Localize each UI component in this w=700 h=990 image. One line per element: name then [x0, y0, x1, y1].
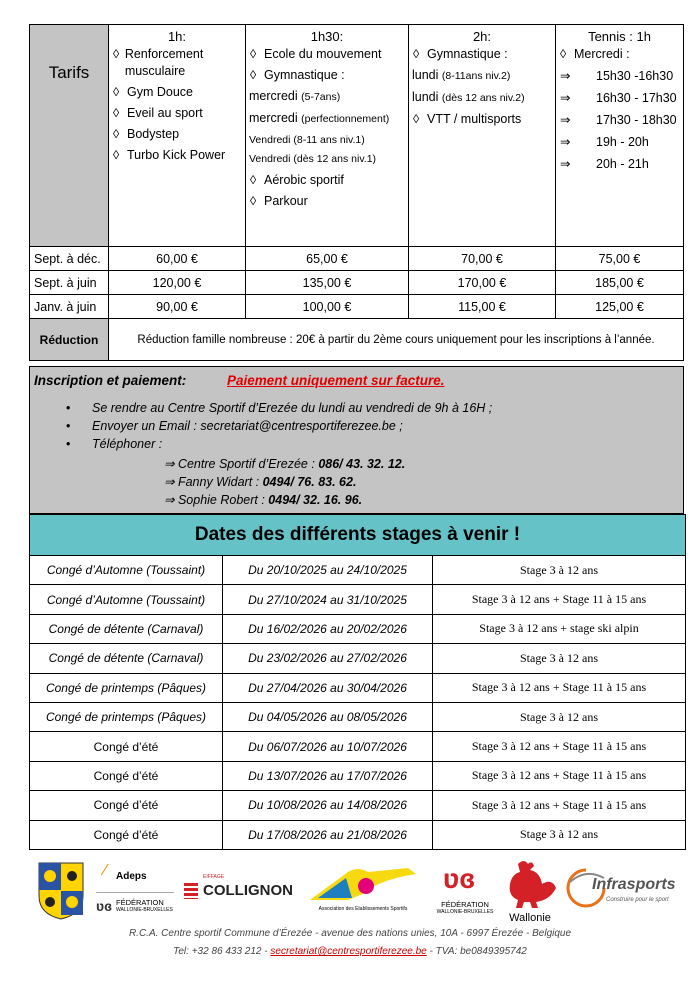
- stage-description: Stage 3 à 12 ans: [433, 820, 686, 849]
- price-label: Sept. à déc.: [30, 247, 109, 271]
- col-tennis: Tennis : 1h ◊ Mercredi : ⇒ 15h30 -16h30 ⇒ 16h30 - 17h30 ⇒ 17h30 - 18h30 ⇒ 19h - 20h ⇒ 20h - 21h: [556, 25, 684, 247]
- footer-contact: [0, 946, 700, 957]
- mer2-sub: (perfectionnement): [301, 113, 390, 125]
- footer-tva: - TVA: be0849395742: [426, 946, 527, 957]
- stage-row: [30, 644, 686, 673]
- price-label: Janv. à juin: [30, 295, 109, 319]
- footer-tel: Tel: +32 86 433 212 -: [173, 946, 271, 957]
- stage-dates: Du 27/04/2026 au 30/04/2026: [223, 673, 433, 702]
- adeps-fed-text: FÉDÉRATION: [116, 898, 164, 907]
- stage-dates: Du 20/10/2025 au 24/10/2025: [223, 556, 433, 585]
- aes-text: Association des Etablissements Sportifs: [318, 906, 408, 912]
- stage-dates: Du 17/08/2026 au 21/08/2026: [223, 820, 433, 849]
- slot-5: 20h - 21h: [596, 157, 649, 171]
- phone-name: Sophie Robert :: [177, 493, 269, 507]
- mer1: mercredi: [249, 89, 298, 103]
- payment-note: Paiement uniquement sur facture.: [227, 373, 445, 388]
- reduction-text: Réduction famille nombreuse : 20€ à partir du 2ème cours uniquement pour les inscriptions à l’année.: [109, 319, 684, 361]
- stage-row: [30, 673, 686, 702]
- item-turbo-kick: Turbo Kick Power: [127, 148, 226, 162]
- col-1h: 1h: ◊ Renforcement musculaire ◊ Gym Douce ◊ Eveil au sport ◊ Bodystep ◊ Turbo Kick Power: [109, 25, 246, 247]
- stage-period: Congé d’Automne (Toussaint): [30, 556, 223, 585]
- stage-dates: Du 04/05/2026 au 08/05/2026: [223, 702, 433, 731]
- col-1h-head: 1h:: [167, 29, 187, 44]
- reduction-label: Réduction: [30, 319, 109, 361]
- price-cell: 75,00 €: [556, 247, 684, 271]
- adeps-text: Adeps: [116, 871, 147, 882]
- wallonie-text: Wallonie: [509, 912, 551, 924]
- stage-row: [30, 585, 686, 614]
- slot-4: 19h - 20h: [596, 135, 649, 149]
- phone-line: ⇒ Sophie Robert : 0494/ 32. 16. 96.: [164, 493, 363, 507]
- adeps-wb-text: WALLONIE-BRUXELLES: [116, 907, 173, 913]
- stages-table: [29, 555, 686, 850]
- infrasports-tagline: Construire pour le sport: [606, 897, 669, 903]
- lundi2-sub: (dès 12 ans niv.2): [441, 92, 525, 104]
- infrasports-text: Infrasports: [592, 876, 676, 893]
- stage-period: Congé d’été: [30, 732, 223, 761]
- stage-row: [30, 761, 686, 790]
- price-cell: 60,00 €: [109, 247, 246, 271]
- stage-description: Stage 3 à 12 ans + Stage 11 à 15 ans: [433, 585, 686, 614]
- wallonie-logo: [500, 858, 560, 926]
- col-tennis-head: Tennis : 1h: [588, 29, 651, 44]
- phone-name: Fanny Widart :: [177, 475, 263, 489]
- phone-number: 086/ 43. 32. 12.: [318, 457, 406, 471]
- bullet-text: Se rendre au Centre Sportif d’Erezée du lundi au vendredi de 9h à 16H ;: [92, 401, 493, 415]
- stage-dates: Du 06/07/2026 au 10/07/2026: [223, 732, 433, 761]
- fwb-mark-icon: ʋɞ: [96, 898, 113, 914]
- phone-number: 0494/ 76. 83. 62.: [262, 475, 357, 489]
- phone-line: ⇒ Centre Sportif d’Erezée : 086/ 43. 32. 12.: [164, 457, 406, 471]
- phone-number: 0494/ 32. 16. 96.: [268, 493, 363, 507]
- infrasports-logo: [566, 866, 686, 916]
- stage-row: [30, 556, 686, 585]
- stage-period: Congé d’été: [30, 761, 223, 790]
- stage-description: Stage 3 à 12 ans + stage ski alpin: [433, 614, 686, 643]
- stage-dates: Du 10/08/2026 au 14/08/2026: [223, 791, 433, 820]
- price-label: Sept. à juin: [30, 271, 109, 295]
- bullet-text: Téléphoner :: [92, 437, 163, 451]
- collignon-logo: [184, 874, 299, 904]
- stage-period: Congé de détente (Carnaval): [30, 644, 223, 673]
- price-cell: 125,00 €: [556, 295, 684, 319]
- price-cell: 185,00 €: [556, 271, 684, 295]
- tarifs-table: [29, 24, 684, 361]
- stage-description: Stage 3 à 12 ans: [433, 702, 686, 731]
- fwb-big-mark-icon: ʋɞ: [443, 863, 476, 894]
- stage-dates: Du 13/07/2026 au 17/07/2026: [223, 761, 433, 790]
- stage-row: [30, 820, 686, 849]
- adeps-logo: [96, 862, 176, 918]
- aes-logo: [308, 864, 418, 916]
- col-2h: 2h: ◊ Gymnastique : lundi (8-11ans niv.2) lundi (dès 12 ans niv.2) ◊ VTT / multisports: [409, 25, 556, 247]
- price-row: [30, 295, 684, 319]
- item-gym-1h30: Gymnastique :: [264, 68, 345, 82]
- stage-row: [30, 702, 686, 731]
- item-parkour: Parkour: [264, 194, 308, 208]
- footer-email-link[interactable]: secretariat@centresportiferezee.be: [270, 946, 427, 957]
- lundi1-sub: (8-11ans niv.2): [441, 70, 511, 82]
- rooster-icon: [500, 858, 560, 910]
- slot-3: 17h30 - 18h30: [596, 113, 677, 127]
- eiffage-stripes-icon: [184, 883, 198, 899]
- stage-period: Congé d’été: [30, 791, 223, 820]
- item-ecole: Ecole du mouvement: [264, 47, 382, 61]
- slot-1: 15h30 -16h30: [596, 69, 674, 83]
- fwb-fed-text: FÉDÉRATION: [441, 900, 489, 909]
- price-cell: 115,00 €: [409, 295, 556, 319]
- mer1-sub: (5-7ans): [301, 91, 341, 103]
- bullet-text: Envoyer un Email : secretariat@centresportiferezee.be ;: [92, 419, 403, 433]
- price-cell: 90,00 €: [109, 295, 246, 319]
- commune-crest-logo: [38, 862, 84, 925]
- stage-period: Congé d’été: [30, 820, 223, 849]
- price-cell: 170,00 €: [409, 271, 556, 295]
- phone-line: ⇒ Fanny Widart : 0494/ 76. 83. 62.: [164, 475, 357, 489]
- stage-row: [30, 732, 686, 761]
- aes-swoosh-icon: [308, 864, 418, 902]
- item-vtt: VTT / multisports: [427, 112, 522, 126]
- reduction-row: [30, 319, 684, 361]
- price-cell: 70,00 €: [409, 247, 556, 271]
- footer-address: R.C.A. Centre sportif Commune d’Érezée - avenue des nations unies, 10A - 6997 Érezée - Belgique: [128, 928, 572, 939]
- col-1h30: 1h30: ◊ Ecole du mouvement ◊ Gymnastique : mercredi (5-7ans) mercredi (perfectionnement) Vendredi (8-11 ans niv.1) Vendredi (dès 12 ans niv.1) ◊ Aérobic sportif ◊ Parkour: [246, 25, 409, 247]
- item-aerobic: Aérobic sportif: [264, 173, 344, 187]
- price-cell: 65,00 €: [246, 247, 409, 271]
- lundi1: lundi: [412, 68, 439, 82]
- stages-title: Dates des différents stages à venir !: [29, 514, 686, 555]
- item-bodystep: Bodystep: [127, 127, 180, 141]
- item-gym-2h: Gymnastique :: [427, 47, 508, 61]
- stage-period: Congé d’Automne (Toussaint): [30, 585, 223, 614]
- price-cell: 100,00 €: [246, 295, 409, 319]
- phone-name: Centre Sportif d’Erezée :: [177, 457, 319, 471]
- col-2h-head: 2h:: [472, 29, 492, 44]
- inscription-title: Inscription et paiement:: [34, 373, 187, 388]
- price-row: [30, 271, 684, 295]
- item-gym-douce: Gym Douce: [127, 85, 193, 99]
- inscription-box: [29, 366, 684, 514]
- item-eveil: Eveil au sport: [127, 106, 203, 120]
- fwb-wb-text: WALLONIE-BRUXELLES: [436, 909, 494, 915]
- stage-dates: Du 27/10/2024 au 31/10/2025: [223, 585, 433, 614]
- stage-description: Stage 3 à 12 ans + Stage 11 à 15 ans: [433, 673, 686, 702]
- col-1h30-head: 1h30:: [310, 29, 344, 44]
- lundi2: lundi: [412, 90, 439, 104]
- price-cell: 120,00 €: [109, 271, 246, 295]
- tarifs-title: Tarifs: [48, 63, 90, 82]
- mer2: mercredi: [249, 111, 298, 125]
- stage-row: [30, 614, 686, 643]
- item-renforcement: Renforcement musculaire: [124, 47, 204, 78]
- fwb-logo: [435, 864, 495, 920]
- ven2: Vendredi (dès 12 ans niv.1): [249, 153, 377, 165]
- stage-row: [30, 791, 686, 820]
- stage-description: Stage 3 à 12 ans: [433, 556, 686, 585]
- eiffage-text: EIFFAGE: [203, 874, 225, 880]
- tarifs-title-cell: [30, 25, 109, 247]
- ven1: Vendredi (8-11 ans niv.1): [249, 134, 365, 146]
- stage-period: Congé de printemps (Pâques): [30, 673, 223, 702]
- price-row: [30, 247, 684, 271]
- stage-period: Congé de printemps (Pâques): [30, 702, 223, 731]
- stage-period: Congé de détente (Carnaval): [30, 614, 223, 643]
- slot-2: 16h30 - 17h30: [596, 91, 677, 105]
- stage-dates: Du 16/02/2026 au 20/02/2026: [223, 614, 433, 643]
- price-cell: 135,00 €: [246, 271, 409, 295]
- item-mercredi: Mercredi :: [574, 47, 630, 61]
- stage-description: Stage 3 à 12 ans: [433, 644, 686, 673]
- adeps-mark-icon: ⁄: [104, 862, 107, 879]
- stage-description: Stage 3 à 12 ans + Stage 11 à 15 ans: [433, 732, 686, 761]
- collignon-text: COLLIGNON: [203, 882, 293, 899]
- stage-dates: Du 23/02/2026 au 27/02/2026: [223, 644, 433, 673]
- stage-description: Stage 3 à 12 ans + Stage 11 à 15 ans: [433, 791, 686, 820]
- stage-description: Stage 3 à 12 ans + Stage 11 à 15 ans: [433, 761, 686, 790]
